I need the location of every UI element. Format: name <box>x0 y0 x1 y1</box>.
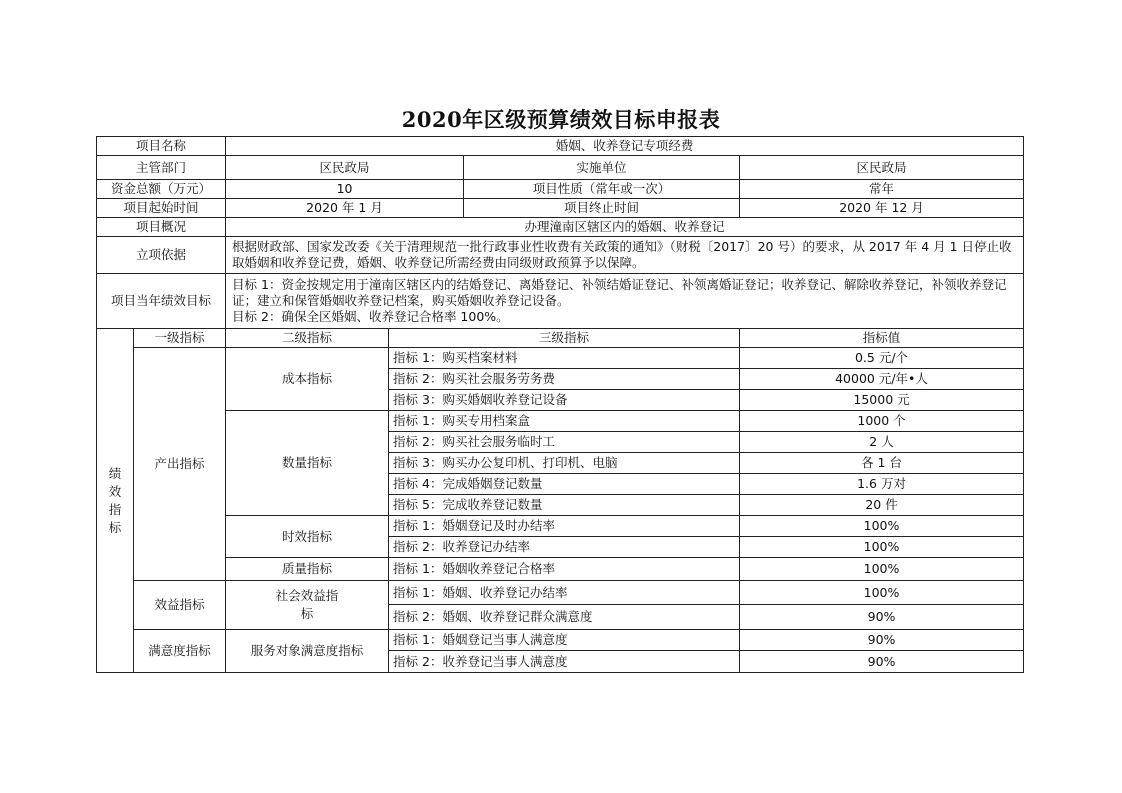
indicator-value: 90% <box>740 651 1024 673</box>
row-indicator-header <box>97 329 1024 348</box>
indicator-label: 指标 1：婚姻登记当事人满意度 <box>389 630 740 651</box>
value-dept: 区民政局 <box>226 156 464 180</box>
group-quantity: 数量指标 <box>226 411 389 516</box>
label-funds: 资金总额（万元） <box>97 180 226 199</box>
table-row <box>97 630 1024 651</box>
indicator-value: 15000 元 <box>740 390 1024 411</box>
group-output: 产出指标 <box>134 348 226 581</box>
page-title: 2020年区级预算绩效目标申报表 <box>401 107 721 132</box>
indicator-label: 指标 2：收养登记办结率 <box>389 537 740 558</box>
value-impl-unit: 区民政局 <box>740 156 1024 180</box>
label-project-name: 项目名称 <box>97 137 226 156</box>
indicator-value: 90% <box>740 630 1024 651</box>
label-basis: 立项依据 <box>97 237 226 274</box>
indicator-label: 指标 2：购买社会服务临时工 <box>389 432 740 453</box>
label-goal: 项目当年绩效目标 <box>97 274 226 329</box>
label-indicators <box>97 329 134 673</box>
indicator-value: 1.6 万对 <box>740 474 1024 495</box>
header-level3: 三级指标 <box>389 329 740 348</box>
budget-form-table <box>96 136 1024 673</box>
indicator-value: 100% <box>740 581 1024 605</box>
social-text: 社会效益指标 <box>275 588 339 621</box>
indicator-label: 指标 1：购买专用档案盒 <box>389 411 740 432</box>
group-social <box>226 581 389 630</box>
group-quality: 质量指标 <box>226 558 389 581</box>
goal-1-text: 目标 1：资金按规定用于潼南区辖区内的结婚登记、离婚登记、补领结婚证登记、补领离婚证登记；收养登记、解除收养登记，补领收养登记证；建立和保管婚姻收养登记档案，购买婚姻收养登记设备。 <box>232 277 1007 308</box>
indicator-label: 指标 3：购买婚姻收养登记设备 <box>389 390 740 411</box>
goal-2-text: 目标 2：确保全区婚姻、收养登记合格率 100%。 <box>232 309 509 324</box>
indicator-label: 指标 1：购买档案材料 <box>389 348 740 369</box>
group-timeliness: 时效指标 <box>226 516 389 558</box>
row-dept <box>97 156 1024 180</box>
row-funds <box>97 180 1024 199</box>
value-project-name: 婚姻、收养登记专项经费 <box>226 137 1024 156</box>
group-cost: 成本指标 <box>226 348 389 411</box>
value-overview: 办理潼南区辖区内的婚姻、收养登记 <box>226 218 1024 237</box>
indicator-label: 指标 2：收养登记当事人满意度 <box>389 651 740 673</box>
indicator-label: 指标 1：婚姻登记及时办结率 <box>389 516 740 537</box>
header-level2: 二级指标 <box>226 329 389 348</box>
label-end-time: 项目终止时间 <box>464 199 740 218</box>
indicator-label: 指标 4：完成婚姻登记数量 <box>389 474 740 495</box>
indicator-value: 2 人 <box>740 432 1024 453</box>
indicator-value: 40000 元/年•人 <box>740 369 1024 390</box>
indicator-value: 20 件 <box>740 495 1024 516</box>
indicator-label: 指标 2：婚姻、收养登记群众满意度 <box>389 605 740 630</box>
table-row <box>97 581 1024 605</box>
value-nature: 常年 <box>740 180 1024 199</box>
header-value: 指标值 <box>740 329 1024 348</box>
indicator-value: 100% <box>740 558 1024 581</box>
group-satisfaction: 满意度指标 <box>134 630 226 673</box>
indicator-label: 指标 2：购买社会服务劳务费 <box>389 369 740 390</box>
indicator-value: 1000 个 <box>740 411 1024 432</box>
indicator-value: 0.5 元/个 <box>740 348 1024 369</box>
value-start-time: 2020 年 1 月 <box>226 199 464 218</box>
table-row <box>97 411 1024 432</box>
table-row <box>97 516 1024 537</box>
table-row <box>97 348 1024 369</box>
value-goal <box>226 274 1024 329</box>
indicator-label: 指标 1：婚姻、收养登记办结率 <box>389 581 740 605</box>
label-start-time: 项目起始时间 <box>97 199 226 218</box>
indicator-label: 指标 1：婚姻收养登记合格率 <box>389 558 740 581</box>
label-nature: 项目性质（常年或一次） <box>464 180 740 199</box>
row-goal <box>97 274 1024 329</box>
indicator-value: 100% <box>740 537 1024 558</box>
indicator-value: 各 1 台 <box>740 453 1024 474</box>
group-service: 服务对象满意度指标 <box>226 630 389 673</box>
label-impl-unit: 实施单位 <box>464 156 740 180</box>
row-time <box>97 199 1024 218</box>
indicator-label: 指标 3：购买办公复印机、打印机、电脑 <box>389 453 740 474</box>
row-project-name <box>97 137 1024 156</box>
value-end-time: 2020 年 12 月 <box>740 199 1024 218</box>
indicator-value: 100% <box>740 516 1024 537</box>
indicator-label: 指标 5：完成收养登记数量 <box>389 495 740 516</box>
row-overview <box>97 218 1024 237</box>
value-basis: 根据财政部、国家发改委《关于清理规范一批行政事业性收费有关政策的通知》（财税〔2017〕20 号）的要求，从 2017 年 4 月 1 日停止收取婚姻和收养登记费，婚姻、收养登记所需经费由同级财政预算予以保障。 <box>226 237 1024 274</box>
group-benefit: 效益指标 <box>134 581 226 630</box>
label-dept: 主管部门 <box>97 156 226 180</box>
indicator-value: 90% <box>740 605 1024 630</box>
table-row <box>97 558 1024 581</box>
label-overview: 项目概况 <box>97 218 226 237</box>
row-basis <box>97 237 1024 274</box>
value-funds: 10 <box>226 180 464 199</box>
indicators-text: 绩效指标 <box>108 465 122 535</box>
header-level1: 一级指标 <box>134 329 226 348</box>
